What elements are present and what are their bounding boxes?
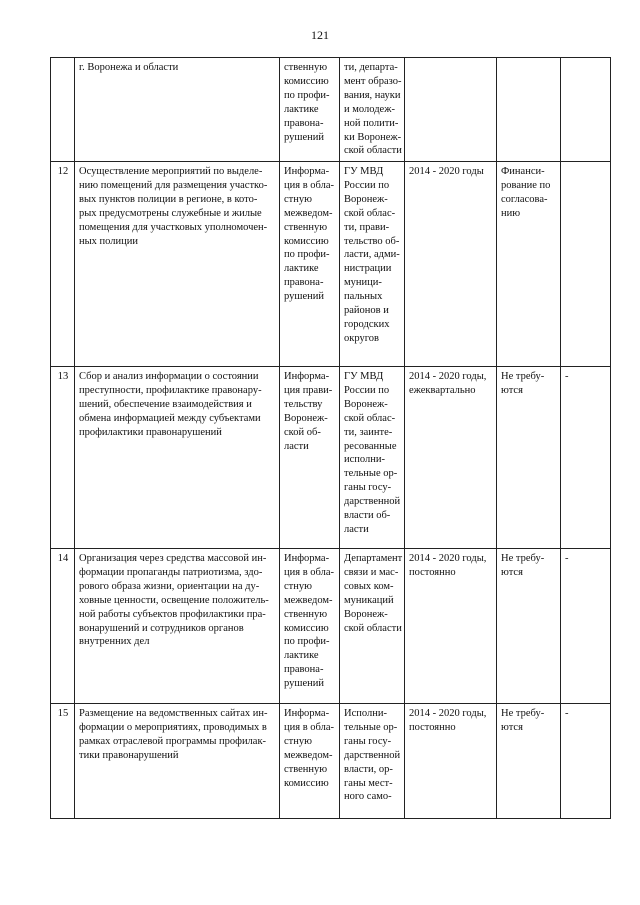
cell-line: правона- bbox=[284, 664, 324, 676]
report-form-cell bbox=[280, 367, 340, 549]
cell-line: ГУ МВД bbox=[344, 371, 384, 382]
cell-line: ственную bbox=[284, 62, 328, 73]
cell-line: Департамент bbox=[344, 553, 403, 564]
cell-line: рушений bbox=[284, 131, 324, 143]
cell-line: Не требу- bbox=[501, 371, 545, 382]
cell-line: Финанси- bbox=[501, 166, 545, 177]
cell-line: вания, науки bbox=[344, 89, 401, 101]
cell-line: внутренних дел bbox=[79, 636, 150, 648]
cell-line: ция прави- bbox=[284, 384, 333, 396]
cell-line: Информа- bbox=[284, 371, 330, 382]
executors-cell bbox=[340, 58, 405, 162]
cell-line: шений, обеспечение взаимодействия и bbox=[79, 398, 252, 410]
cell-line: Информа- bbox=[284, 166, 330, 177]
cell-line: ганы госу- bbox=[344, 735, 392, 747]
cell-line: рового образа жизни, ориентации на ду- bbox=[79, 580, 260, 592]
activity-name-cell bbox=[75, 704, 280, 819]
cell-line: лактике bbox=[284, 263, 319, 275]
activity-name-cell bbox=[75, 58, 280, 162]
cell-line: власти об- bbox=[344, 510, 391, 522]
note-cell bbox=[561, 162, 611, 367]
cell-line: ской области bbox=[344, 622, 402, 634]
cell-line: ти, прави- bbox=[344, 221, 390, 233]
page-number: 121 bbox=[311, 28, 329, 42]
term-cell bbox=[405, 549, 497, 704]
cell-line: ти, заинте- bbox=[344, 426, 393, 438]
note-cell: - bbox=[561, 704, 611, 819]
table-row bbox=[51, 162, 611, 367]
executors-cell bbox=[340, 549, 405, 704]
financing-cell bbox=[497, 704, 561, 819]
cell-line: по профи- bbox=[284, 636, 330, 648]
cell-line: Организация через средства массовой ин- bbox=[79, 553, 267, 564]
cell-line: рамках отраслевой программы профилак- bbox=[79, 735, 267, 747]
cell-line: комиссию bbox=[284, 75, 329, 87]
executors-cell bbox=[340, 367, 405, 549]
cell-line: тельные ор- bbox=[344, 468, 398, 480]
cell-line: ГУ МВД bbox=[344, 166, 384, 177]
cell-line: межведом- bbox=[284, 207, 333, 219]
cell-line: тельству bbox=[284, 398, 323, 410]
cell-line: ция в обла- bbox=[284, 721, 335, 733]
cell-line: ки Воронеж- bbox=[344, 131, 402, 143]
cell-line: стную bbox=[284, 580, 312, 592]
cell-line: ственную bbox=[284, 763, 328, 775]
cell-line: Сбор и анализ информации о состоянии bbox=[79, 371, 259, 382]
activity-name-cell bbox=[75, 549, 280, 704]
cell-line: ной работы субъектов профилактики пра- bbox=[79, 608, 266, 620]
cell-line: городских bbox=[344, 318, 390, 330]
cell-line: правона- bbox=[284, 277, 324, 289]
cell-line: комиссию bbox=[284, 235, 329, 247]
cell-line: Не требу- bbox=[501, 708, 545, 719]
cell-line: ской об- bbox=[284, 426, 321, 438]
cell-line: Воронеж- bbox=[344, 193, 388, 205]
activity-name-cell bbox=[75, 367, 280, 549]
cell-line: стную bbox=[284, 735, 312, 747]
report-form-cell bbox=[280, 162, 340, 367]
cell-line: ласти bbox=[284, 440, 309, 452]
cell-line: ганы госу- bbox=[344, 482, 392, 494]
cell-line: ция в обла- bbox=[284, 566, 335, 578]
cell-line: рушений bbox=[284, 291, 324, 303]
note-cell bbox=[561, 58, 611, 162]
cell-line: вонарушений и сотрудников органов bbox=[79, 622, 244, 634]
cell-line: совых ком- bbox=[344, 580, 394, 592]
executors-cell bbox=[340, 704, 405, 819]
cell-line: муници- bbox=[344, 277, 382, 289]
cell-line: по профи- bbox=[284, 249, 330, 261]
cell-line: лактике bbox=[284, 650, 319, 662]
cell-line: Воронеж- bbox=[284, 412, 328, 424]
cell-line: ганы мест- bbox=[344, 777, 393, 789]
cell-line: правона- bbox=[284, 117, 324, 129]
cell-line: муникаций bbox=[344, 594, 394, 606]
cell-line: Исполни- bbox=[344, 708, 387, 719]
report-form-cell bbox=[280, 549, 340, 704]
table-row bbox=[51, 549, 611, 704]
cell-line: ской облас- bbox=[344, 412, 396, 424]
cell-line: тики правонарушений bbox=[79, 749, 179, 761]
table-row bbox=[51, 704, 611, 819]
cell-line: России по bbox=[344, 384, 390, 396]
cell-line: лактике bbox=[284, 103, 319, 115]
cell-line: округов bbox=[344, 332, 379, 344]
cell-line: ются bbox=[501, 384, 523, 396]
row-number-cell: 15 bbox=[51, 704, 75, 819]
row-number-cell: 14 bbox=[51, 549, 75, 704]
note-cell: - bbox=[561, 367, 611, 549]
cell-line: 2014 - 2020 годы, bbox=[409, 553, 487, 564]
financing-cell bbox=[497, 549, 561, 704]
table-row bbox=[51, 58, 611, 162]
cell-line: ных полиции bbox=[79, 235, 138, 247]
cell-line: нию bbox=[501, 207, 521, 219]
cell-line: тельство об- bbox=[344, 235, 400, 247]
term-cell bbox=[405, 162, 497, 367]
cell-line: ственную bbox=[284, 221, 328, 233]
cell-line: ти, департа- bbox=[344, 62, 398, 73]
cell-line: ховные ценности, освещение положитель- bbox=[79, 594, 269, 606]
row-number-cell: 13 bbox=[51, 367, 75, 549]
cell-line: вых пунктов полиции в регионе, в кото- bbox=[79, 193, 258, 205]
cell-line: профилактики правонарушений bbox=[79, 426, 222, 438]
cell-line: стную bbox=[284, 193, 312, 205]
cell-line: ция в обла- bbox=[284, 179, 335, 191]
cell-line: дарственной bbox=[344, 496, 401, 508]
cell-line: Воронеж- bbox=[344, 608, 388, 620]
cell-line: нистрации bbox=[344, 263, 392, 275]
cell-line: ресованные bbox=[344, 440, 397, 452]
cell-line: г. Воронежа и области bbox=[79, 62, 179, 73]
row-number-cell: 12 bbox=[51, 162, 75, 367]
cell-line: пальных bbox=[344, 291, 383, 303]
cell-line: формации пропаганды патриотизма, здо- bbox=[79, 566, 263, 578]
cell-line: ного само- bbox=[344, 791, 392, 803]
cell-line: Информа- bbox=[284, 708, 330, 719]
table-row bbox=[51, 367, 611, 549]
financing-cell bbox=[497, 367, 561, 549]
financing-cell bbox=[497, 58, 561, 162]
cell-line: комиссию bbox=[284, 622, 329, 634]
cell-line: постоянно bbox=[409, 566, 456, 578]
cell-line: нию помещений для размещения участко- bbox=[79, 179, 268, 191]
cell-line: межведом- bbox=[284, 749, 333, 761]
cell-line: мент образо- bbox=[344, 75, 402, 87]
cell-line: ственную bbox=[284, 608, 328, 620]
cell-line: России по bbox=[344, 179, 390, 191]
cell-line: согласова- bbox=[501, 193, 548, 205]
cell-line: ласти, адми- bbox=[344, 249, 400, 261]
cell-line: рушений bbox=[284, 678, 324, 690]
cell-line: ежеквартально bbox=[409, 384, 476, 396]
cell-line: межведом- bbox=[284, 594, 333, 606]
cell-line: Размещение на ведомственных сайтах ин- bbox=[79, 708, 268, 719]
cell-line: Осуществление мероприятий по выделе- bbox=[79, 166, 263, 177]
cell-line: ются bbox=[501, 721, 523, 733]
cell-line: исполни- bbox=[344, 454, 385, 466]
term-cell bbox=[405, 704, 497, 819]
report-form-cell bbox=[280, 704, 340, 819]
cell-line: 2014 - 2020 годы, bbox=[409, 371, 487, 382]
cell-line: обмена информацией между субъектами bbox=[79, 412, 261, 424]
activity-name-cell bbox=[75, 162, 280, 367]
cell-line: преступности, профилактике правонару- bbox=[79, 384, 262, 396]
term-cell bbox=[405, 367, 497, 549]
financing-cell bbox=[497, 162, 561, 367]
cell-line: рование по bbox=[501, 179, 551, 191]
cell-line: ной полити- bbox=[344, 117, 399, 129]
cell-line: ской облас- bbox=[344, 207, 396, 219]
cell-line: помещения для участковых уполномочен- bbox=[79, 221, 268, 233]
cell-line: дарственной bbox=[344, 749, 401, 761]
note-cell: - bbox=[561, 549, 611, 704]
term-cell bbox=[405, 58, 497, 162]
cell-line: комиссию bbox=[284, 777, 329, 789]
cell-line: связи и мас- bbox=[344, 566, 399, 578]
report-form-cell bbox=[280, 58, 340, 162]
cell-line: формации о мероприятиях, проводимых в bbox=[79, 721, 267, 733]
program-table bbox=[50, 57, 611, 819]
cell-line: Не требу- bbox=[501, 553, 545, 564]
cell-line: 2014 - 2020 годы, bbox=[409, 708, 487, 719]
cell-line: ласти bbox=[344, 523, 369, 535]
cell-line: районов и bbox=[344, 305, 389, 317]
cell-line: по профи- bbox=[284, 89, 330, 101]
cell-line: власти, ор- bbox=[344, 763, 393, 775]
executors-cell bbox=[340, 162, 405, 367]
cell-line: постоянно bbox=[409, 721, 456, 733]
cell-line: ются bbox=[501, 566, 523, 578]
cell-line: и молодеж- bbox=[344, 103, 395, 115]
cell-line: Информа- bbox=[284, 553, 330, 564]
cell-line: ской области bbox=[344, 145, 402, 157]
cell-line: рых предусмотрены служебные и жилые bbox=[79, 207, 262, 219]
cell-line: 2014 - 2020 годы bbox=[409, 166, 484, 177]
row-number-cell bbox=[51, 58, 75, 162]
cell-line: тельные ор- bbox=[344, 721, 398, 733]
cell-line: Воронеж- bbox=[344, 398, 388, 410]
